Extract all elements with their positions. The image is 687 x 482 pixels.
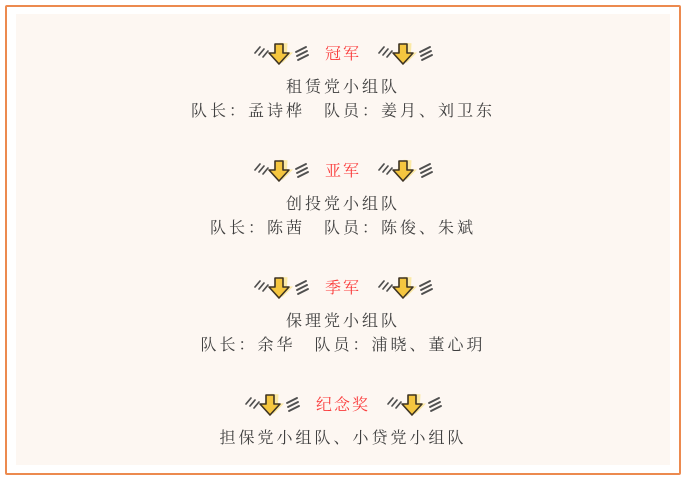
award-section-champion <box>16 42 670 122</box>
award-heading <box>16 159 670 185</box>
award-section-commemorative <box>16 393 670 449</box>
down-arrow-icon <box>376 159 434 185</box>
down-arrow-icon <box>252 276 310 302</box>
award-section-runner-up <box>16 159 670 239</box>
award-title: 纪念奖 <box>315 397 370 414</box>
down-arrow-icon <box>385 393 443 419</box>
team-members: 队长：陈茜 队员：陈俊、朱斌 <box>209 220 476 237</box>
award-title: 冠军 <box>324 46 361 63</box>
award-heading <box>16 276 670 302</box>
team-name: 担保党小组队、小贷党小组队 <box>219 430 467 447</box>
award-title: 亚军 <box>324 163 361 180</box>
team-members: 队长：孟诗桦 队员：姜月、刘卫东 <box>190 103 495 120</box>
team-name: 保理党小组队 <box>285 313 400 330</box>
team-members: 队长：余华 队员：浦晓、董心玥 <box>200 337 486 354</box>
down-arrow-icon <box>376 276 434 302</box>
award-panel <box>16 14 670 465</box>
down-arrow-icon <box>252 159 310 185</box>
team-name: 租赁党小组队 <box>285 79 400 96</box>
down-arrow-icon <box>243 393 301 419</box>
team-name: 创投党小组队 <box>285 196 400 213</box>
award-title: 季军 <box>324 280 361 297</box>
award-heading <box>16 393 670 419</box>
award-heading <box>16 42 670 68</box>
award-section-third-place <box>16 276 670 356</box>
down-arrow-icon <box>376 42 434 68</box>
down-arrow-icon <box>252 42 310 68</box>
